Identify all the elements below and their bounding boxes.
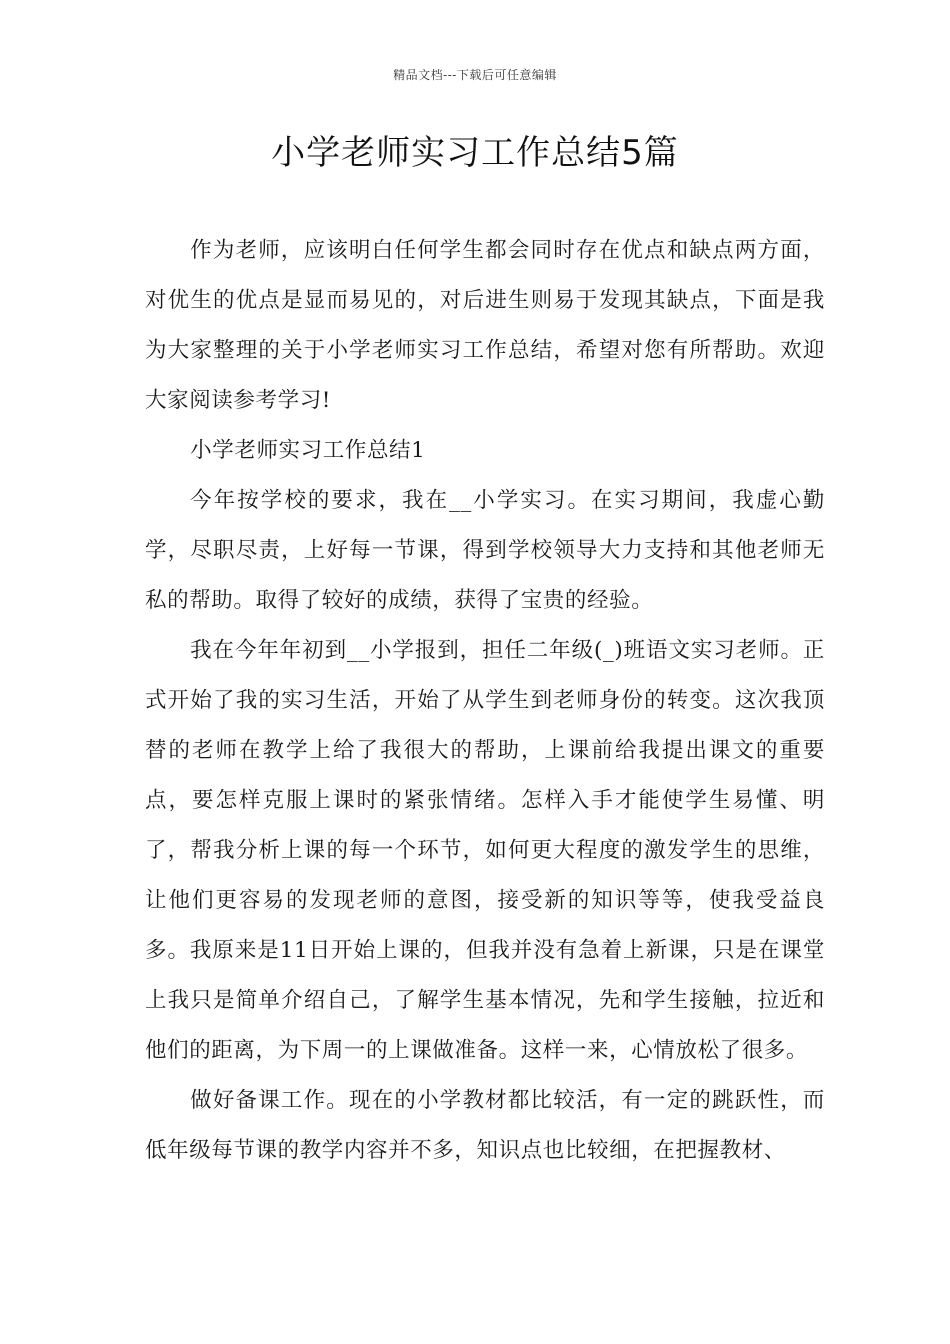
body-paragraph: 我在今年年初到__小学报到，担任二年级(_)班语文实习老师。正式开始了我的实习生活，开始了从学生到老师身份的转变。这次我顶替的老师在教学上给了我很大的帮助，上课前给我提出课文的重要点，要怎样克服上课时的紧张情绪。怎样入手才能使学生易懂、明了，帮我分析上课的每一个环节，如何更大程度的激发学生的思维，让他们更容易的发现老师的意图，接受新的知识等等，使我受益良多。我原来是11日开始上课的，但我并没有急着上新课，只是在课堂上我只是简单介绍自己，了解学生基本情况，先和学生接触，拉近和他们的距离，为下周一的上课做准备。这样一来，心情放松了很多。	[145, 638, 825, 1063]
intro-paragraph: 作为老师，应该明白任何学生都会同时存在优点和缺点两方面，对优生的优点是显而易见的，对后进生则易于发现其缺点，下面是我为大家整理的关于小学老师实习工作总结，希望对您有所帮助。欢迎大家阅读参考学习!	[145, 238, 825, 413]
document-body	[145, 226, 825, 1176]
document-title: 小学老师实习工作总结5篇	[271, 133, 679, 173]
header-note: 精品文档---下载后可任意编辑	[393, 68, 557, 82]
body-paragraph: 今年按学校的要求，我在__小学实习。在实习期间，我虚心勤学，尽职尽责，上好每一节课，得到学校领导大力支持和其他老师无私的帮助。取得了较好的成绩，获得了宝贵的经验。	[145, 488, 825, 613]
body-paragraph: 做好备课工作。现在的小学教材都比较活，有一定的跳跃性，而低年级每节课的教学内容并不多，知识点也比较细，在把握教材、	[145, 1088, 825, 1163]
section-heading: 小学老师实习工作总结1	[190, 438, 426, 463]
